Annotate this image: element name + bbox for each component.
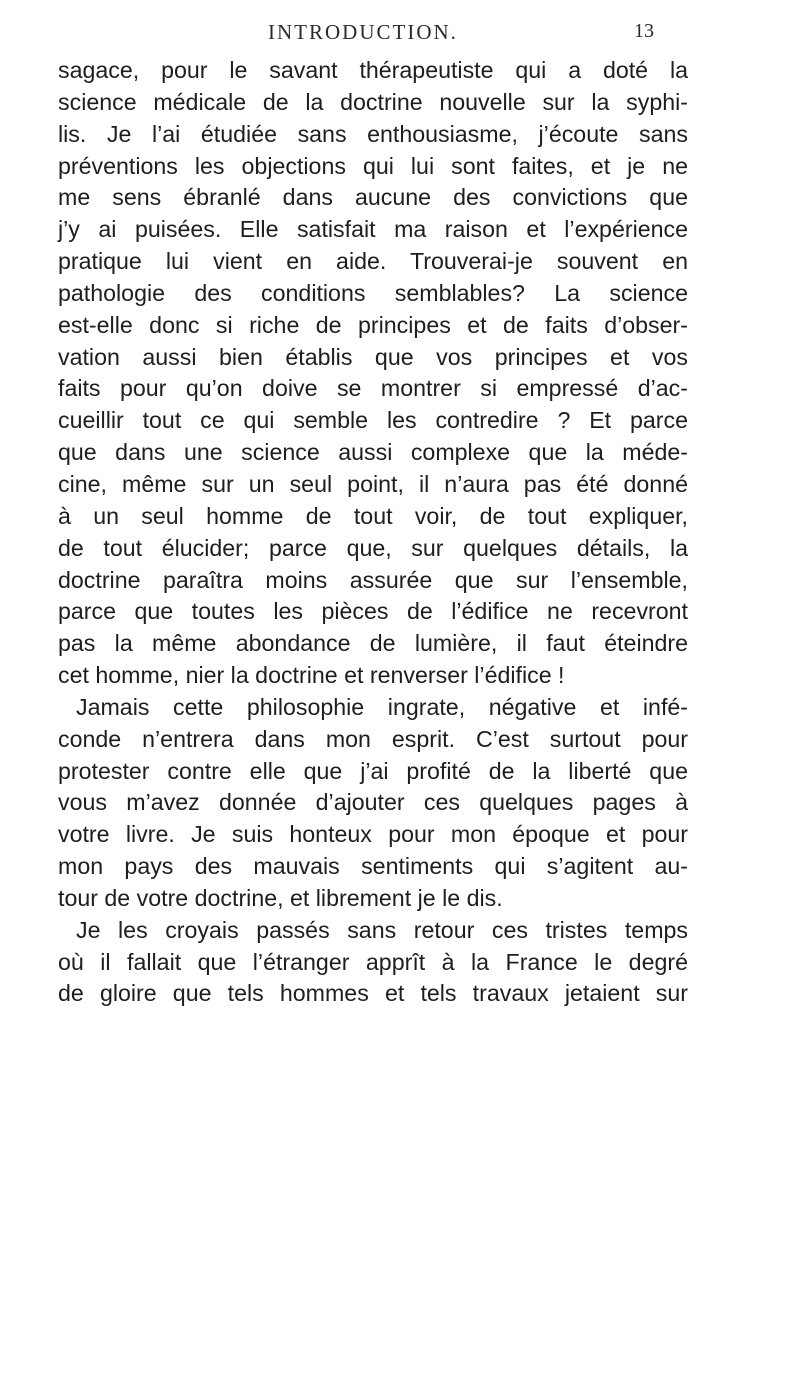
text-line: vous m’avez donnée d’ajouter ces quelques pages à — [58, 789, 688, 816]
text-line: vation aussi bien établis que vos principes et vos — [58, 343, 688, 370]
paragraph-start-line: Jamais cette philosophie ingrate, négative et infé- — [76, 693, 688, 720]
text-line: cet homme, nier la doctrine et renverser l’édifice ! — [58, 662, 565, 689]
running-head — [0, 20, 800, 50]
running-title: INTRODUCTION. — [268, 20, 458, 44]
text-line: pathologie des conditions semblables? La science — [58, 279, 688, 306]
paragraph-start-line: Je les croyais passés sans retour ces tristes temps — [76, 916, 688, 943]
page-number: 13 — [634, 20, 654, 42]
text-line: cueillir tout ce qui semble les contredire ? Et parce — [58, 407, 688, 434]
text-line: à un seul homme de tout voir, de tout expliquer, — [58, 502, 688, 529]
text-line: votre livre. Je suis honteux pour mon époque et pour — [58, 821, 688, 848]
text-line: conde n’entrera dans mon esprit. C’est surtout pour — [58, 725, 688, 752]
text-line: science médicale de la doctrine nouvelle sur la syphi- — [58, 88, 688, 115]
text-line: parce que toutes les pièces de l’édifice ne recevront — [58, 598, 688, 625]
text-line: préventions les objections qui lui sont faites, et je ne — [58, 152, 688, 179]
text-line: de gloire que tels hommes et tels travaux jetaient sur — [58, 980, 688, 1007]
text-line: pas la même abondance de lumière, il faut éteindre — [58, 630, 688, 657]
text-line: doctrine paraîtra moins assurée que sur l’ensemble, — [58, 566, 688, 593]
text-line: me sens ébranlé dans aucune des convictions que — [58, 184, 688, 211]
text-line: que dans une science aussi complexe que la méde- — [58, 439, 688, 466]
text-line: lis. Je l’ai étudiée sans enthousiasme, j’écoute sans — [58, 120, 688, 147]
text-line: où il fallait que l’étranger apprît à la France le degré — [58, 948, 688, 975]
text-line: cine, même sur un seul point, il n’aura pas été donné — [58, 470, 688, 497]
text-line: de tout élucider; parce que, sur quelques détails, la — [58, 534, 688, 561]
text-line: mon pays des mauvais sentiments qui s’agitent au- — [58, 853, 688, 880]
text-line: faits pour qu’on doive se montrer si empressé d’ac- — [58, 375, 688, 402]
text-line: sagace, pour le savant thérapeutiste qui a doté la — [58, 57, 688, 83]
body-text — [58, 55, 688, 1010]
text-line: protester contre elle que j’ai profité de la liberté que — [58, 757, 688, 784]
text-line: pratique lui vient en aide. Trouverai-je souvent en — [58, 248, 688, 275]
text-line: j’y ai puisées. Elle satisfait ma raison et l’expérience — [58, 216, 688, 243]
text-line: tour de votre doctrine, et librement je le dis. — [58, 884, 503, 911]
text-line: est-elle donc si riche de principes et de faits d’obser- — [58, 311, 688, 338]
